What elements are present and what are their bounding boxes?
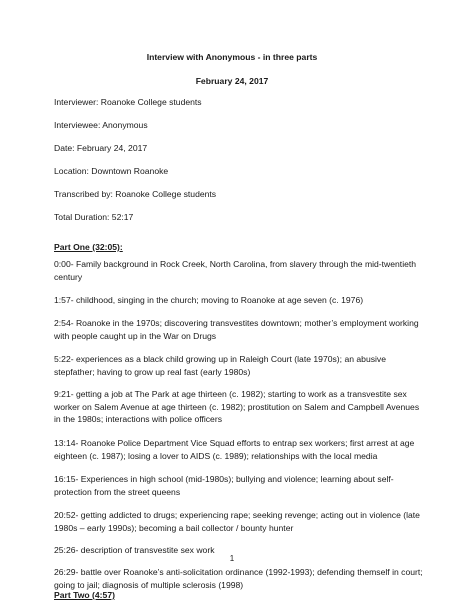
- meta-duration: Total Duration: 52:17: [54, 212, 134, 222]
- meta-date: Date: February 24, 2017: [54, 143, 148, 153]
- timeline-entry: 0:00- Family background in Rock Creek, North Carolina, from slavery through the mid-twentieth century: [54, 259, 417, 282]
- timeline-entry: 13:14- Roanoke Police Department Vice Squad efforts to entrap sex workers; first arrest at age eighteen (c. 1987); losing a lover to AIDS (c. 1989); relationships with the local media: [54, 438, 415, 461]
- section-heading-part-one: Part One (32:05):: [54, 242, 123, 252]
- timeline-entry: 9:21- getting a job at The Park at age thirteen (c. 1982); starting to work as a transvestite sex worker on Salem Avenue at age thirteen (c. 1982); prostitution on Salem and Campbell Avenues in the 1980s; interactions with police officers: [54, 389, 420, 425]
- timeline-entry: 16:15- Experiences in high school (mid-1980s); bullying and violence; learning about self-protection from the street queens: [54, 474, 394, 497]
- meta-interviewer: Interviewer: Roanoke College students: [54, 97, 202, 107]
- timeline-entry: 1:57- childhood, singing in the church; moving to Roanoke at age seven (c. 1976): [54, 295, 364, 305]
- meta-interviewee: Interviewee: Anonymous: [54, 120, 148, 130]
- document-title: Interview with Anonymous - in three parts: [146, 52, 318, 62]
- timeline-entry: 5:22- experiences as a black child growing up in Raleigh Court (late 1970s); an abusive stepfather; having to grow up real fast (early 1980s): [54, 354, 387, 377]
- timeline-entry: 20:52- getting addicted to drugs; experiencing rape; seeking revenge; acting out in violence (late 1980s – early 1990s); becoming a bail collector / bounty hunter: [54, 510, 420, 533]
- meta-location: Location: Downtown Roanoke: [54, 166, 169, 176]
- page-number: 1: [229, 554, 235, 563]
- meta-transcriber: Transcribed by: Roanoke College students: [54, 189, 217, 199]
- section-heading-part-two: Part Two (4:57): [54, 590, 115, 600]
- timeline-entry: 2:54- Roanoke in the 1970s; discovering transvestites downtown; mother’s employment working with people caught up in the War on Drugs: [54, 318, 419, 341]
- document-date: February 24, 2017: [195, 76, 269, 86]
- timeline-entry: 26:29- battle over Roanoke’s anti-solicitation ordinance (1992-1993); defending themself in court; going to jail; diagnosis of multiple sclerosis (1998): [54, 567, 423, 590]
- timeline-entry: 25:26- description of transvestite sex work: [54, 545, 215, 555]
